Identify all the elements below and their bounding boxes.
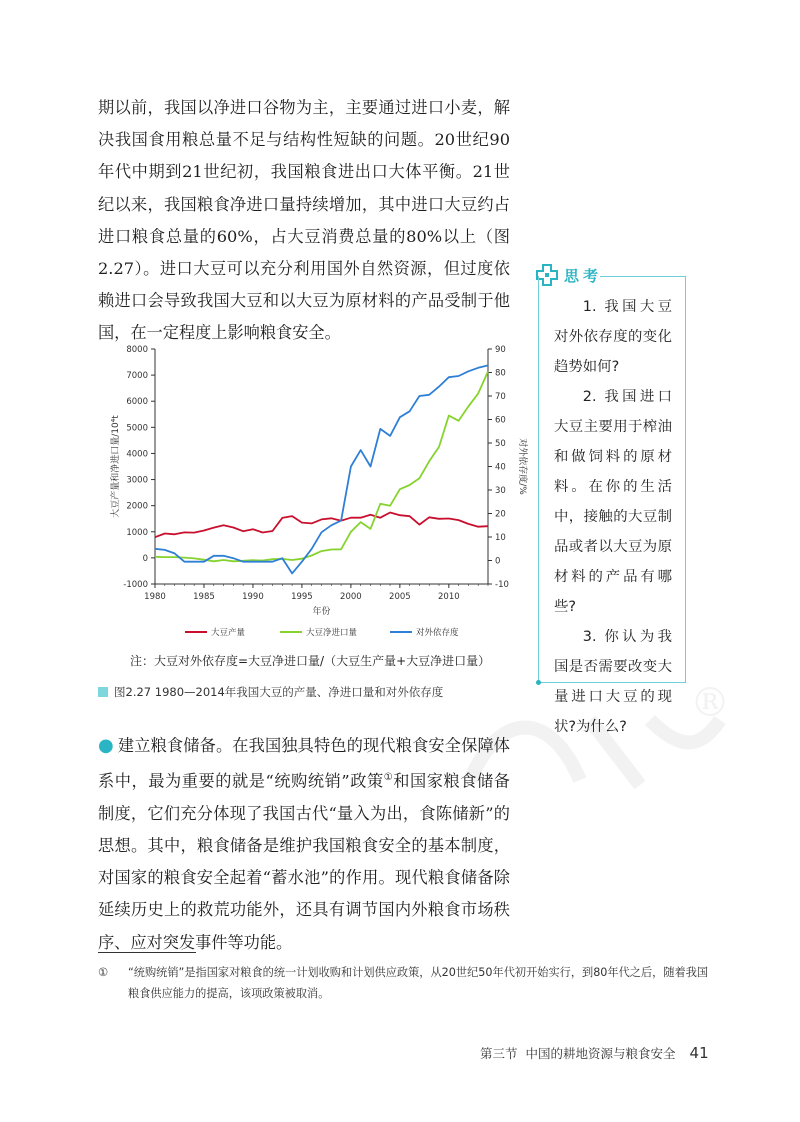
- y-tick-label: 5000: [126, 423, 148, 434]
- body-paragraph-2: [98, 730, 510, 959]
- y2-tick-label: 0: [495, 556, 501, 567]
- y-tick-label: 4000: [126, 449, 148, 460]
- y-axis-title: 大豆产量和净进口量/10⁴t: [111, 415, 121, 518]
- y-tick-label: 7000: [126, 371, 148, 382]
- y2-tick-label: 90: [495, 345, 506, 355]
- x-tick-label: 2000: [340, 592, 362, 602]
- x-tick-label: 1980: [144, 592, 166, 602]
- x-tick-label: 1985: [193, 592, 215, 602]
- bullet-dot-icon: ●: [98, 735, 114, 756]
- x-tick-label: 1990: [242, 592, 264, 602]
- y-tick-label: 6000: [126, 397, 148, 408]
- legend-label: 大豆净进口量: [306, 628, 358, 638]
- y2-tick-label: 40: [495, 462, 506, 473]
- y2-tick-label: 80: [495, 368, 506, 379]
- footer-title: 中国的耕地资源与粮食安全: [525, 1046, 676, 1061]
- dependency-series-line: [155, 365, 488, 573]
- y-tick-label: 8000: [126, 345, 148, 355]
- body-paragraph-1: 期以前，我国以净进口谷物为主，主要通过进口小麦，解决我国食用粮总量不足与结构性短缺的问题。20世纪90年代中期到21世纪初，我国粮食进出口大体平衡。21世纪以来，我国粮食净进口量持续增加，其中进口大豆约占进口粮食总量的60%，占大豆消费总量的80%以上（图2.27）。进口大豆可以充分利用国外自然资源，但过度依赖进口会导致我国大豆和以大豆为原材料的产品受制于他国，在一定程度上影响粮食安全。: [98, 98, 510, 343]
- y2-tick-label: 60: [495, 415, 506, 426]
- figure-caption-text: 图2.27 1980—2014年我国大豆的产量、净进口量和对外依存度: [114, 685, 444, 699]
- y2-tick-label: -10: [495, 580, 509, 590]
- y-tick-label: 1000: [126, 527, 148, 538]
- y2-tick-label: 20: [495, 509, 506, 520]
- footer-section: 第三节: [480, 1046, 518, 1061]
- chart-note: 注：大豆对外依存度=大豆净进口量/（大豆生产量+大豆净进口量）: [130, 654, 491, 668]
- paragraph-2-rest: 和国家粮食储备制度，它们充分体现了我国古代“量入为出，食陈储新”的思想。其中，粮食储备是维护我国粮食安全的基本制度，对国家的粮食安全起着“蓄水池”的作用。现代粮食储备除延续历史上的救荒功能外，还具有调节国内外粮食市场秩序、应对突发事件等功能。: [98, 771, 510, 952]
- y2-axis-title: 对外依存度/%: [517, 438, 527, 495]
- y2-tick-label: 70: [495, 392, 506, 402]
- x-tick-label: 1995: [291, 592, 313, 602]
- y-tick-label: 3000: [126, 475, 148, 486]
- footnote-ref: ①: [383, 772, 394, 784]
- paragraph-2-lead: 建立粮食储备。在我国独具特色的现代粮食安全保障体系中，最为重要的就是“统购统销”政策: [98, 736, 510, 791]
- think-title: 思考: [564, 266, 603, 285]
- y2-tick-label: 50: [495, 439, 506, 449]
- x-tick-label: 2005: [389, 592, 411, 602]
- think-questions: [554, 292, 672, 742]
- caption-marker: [98, 687, 108, 697]
- y-tick-label: 2000: [126, 501, 148, 512]
- legend-label: 大豆产量: [211, 628, 246, 638]
- footnote-mark: ①: [98, 966, 109, 979]
- y2-tick-label: 30: [495, 486, 506, 496]
- think-question-2: 2. 我国进口大豆主要用于榨油和做饲料的原材料。在你的生活中，接触的大豆制品或者以大豆为原材料的产品有哪些?: [554, 389, 672, 615]
- footnote-divider: [98, 952, 196, 953]
- registered-mark: ®: [690, 680, 730, 726]
- page-footer: [480, 1044, 709, 1062]
- footnote-text: “统购统销”是指国家对粮食的统一计划收购和计划供应政策，从20世纪50年代初开始实行，到80年代之后，随着我国粮食供应能力的提高，该项政策被取消。: [128, 966, 709, 1000]
- y-tick-label: -1000: [123, 580, 148, 590]
- x-axis-title: 年份: [312, 607, 331, 617]
- think-question-1: 1. 我国大豆对外依存度的变化趋势如何?: [554, 299, 672, 375]
- x-tick-label: 2010: [438, 592, 460, 602]
- figure-caption: [98, 684, 443, 700]
- legend-label: 对外依存度: [416, 628, 459, 638]
- think-question-3: 3. 你认为我国是否需要改变大量进口大豆的现状?为什么?: [554, 629, 672, 735]
- soybean-chart: [100, 334, 530, 644]
- footnote: [98, 962, 710, 1004]
- page-number: 41: [689, 1044, 709, 1062]
- think-corner-dot: [536, 680, 541, 685]
- y2-tick-label: 10: [495, 533, 506, 543]
- y-tick-label: 0: [142, 553, 148, 564]
